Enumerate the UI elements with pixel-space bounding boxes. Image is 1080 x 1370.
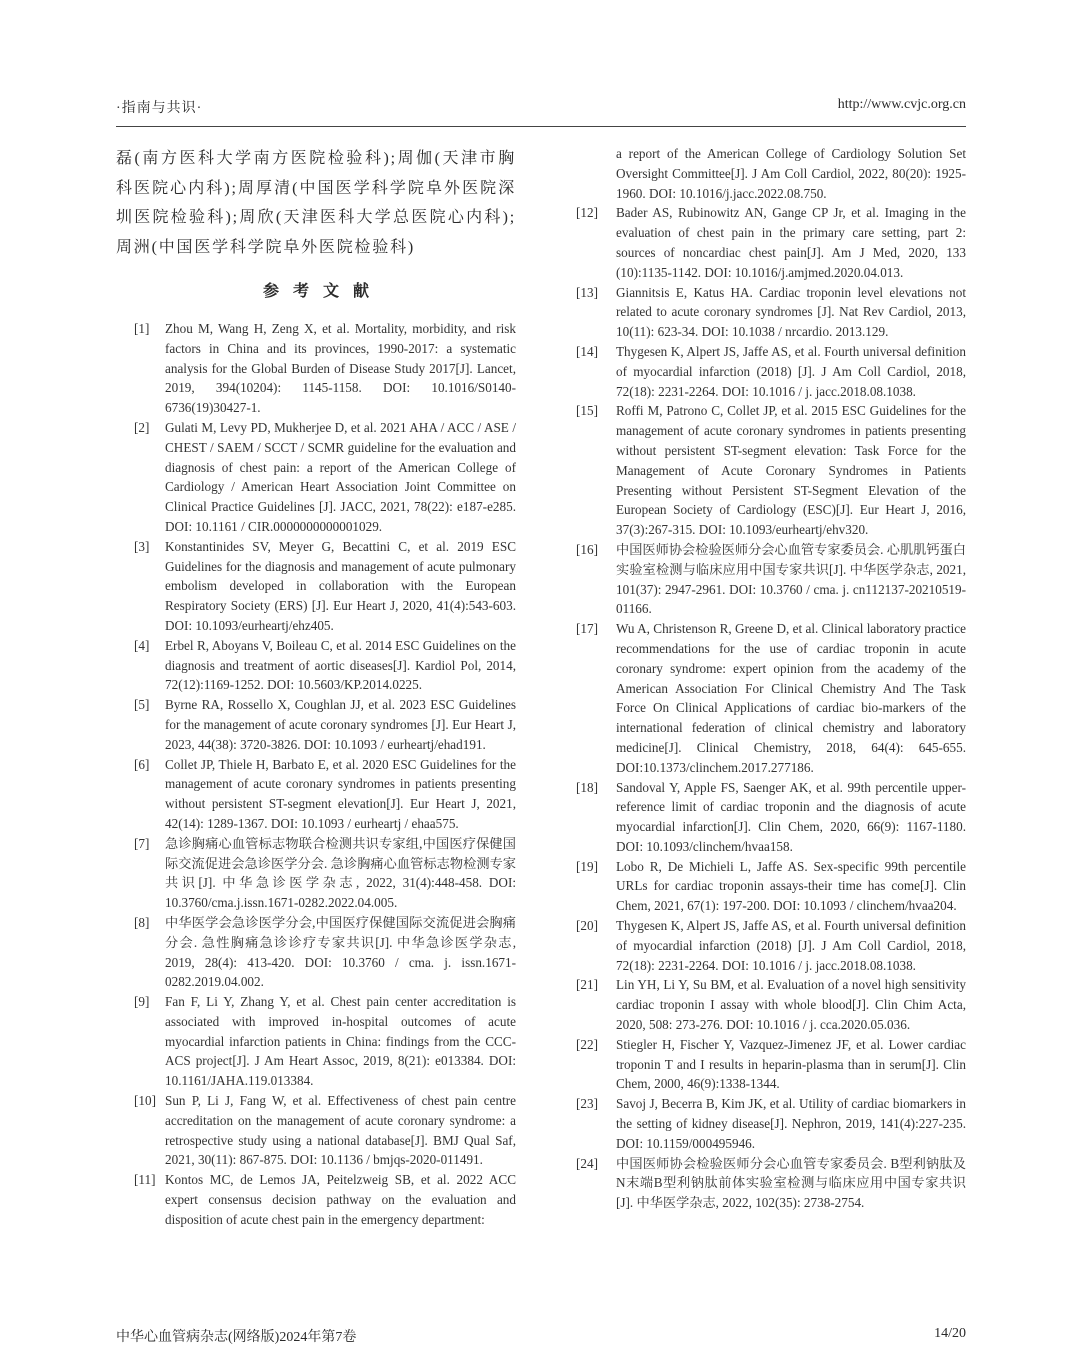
reference-item [576, 203, 966, 282]
reference-item [116, 319, 516, 418]
reference-number: [18] [576, 779, 598, 795]
reference-number: [16] [576, 541, 598, 557]
reference-number: [23] [576, 1096, 598, 1112]
reference-text: Thygesen K, Alpert JS, Jaffe AS, et al. Fourth universal definition of myocardial infarction (2018) [J]. J Am Coll Cardiol, 2018, 72(18): 2231-2264. DOI: 10.1016 / j. jacc.2018.08.1038. [616, 343, 966, 399]
acknowledgement-text: 磊(南方医科大学南方医院检验科);周伽(天津市胸科医院心内科);周厚清(中国医学科学院阜外医院深圳医院检验科);周欣(天津医科大学总医院心内科);周洲(中国医学科学院阜外医院检验科) [116, 150, 516, 256]
reference-item [116, 1091, 516, 1170]
reference-number: [5] [134, 697, 150, 713]
reference-number: [12] [576, 205, 598, 221]
references-heading: 参考文献 [262, 283, 383, 300]
reference-number: [22] [576, 1036, 598, 1052]
reference-text: Roffi M, Patrono C, Collet JP, et al. 2015 ESC Guidelines for the management of acute coronary syndromes in patients presenting without persistent ST-segment elevation: Task Force for the Management of Acute Coronary Syndromes in Patients Presenting without Persistent ST-Segment Elevation of the European Society of Cardiology (ESC)[J]. Eur Heart J, 2016, 37(3):267-315. DOI: 10.1093/eurheartj/ehv320. [616, 403, 966, 538]
reference-item [576, 144, 966, 203]
reference-text: Savoj J, Becerra B, Kim JK, et al. Utility of cardiac biomarkers in the setting of kidney disease[J]. Nephron, 2019, 141(4):227-235. DOI: 10.1159/000495946. [616, 1096, 966, 1151]
reference-text: Erbel R, Aboyans V, Boileau C, et al. 2014 ESC Guidelines on the diagnosis and treatment of aortic diseases[J]. Kardiol Pol, 2014, 72(12):1169-1252. DOI: 10.5603/KP.2014.0225. [165, 637, 516, 693]
left-column [116, 144, 516, 1230]
reference-text: Bader AS, Rubinowitz AN, Gange CP Jr, et al. Imaging in the evaluation of chest pain in the primary care setting, part 2: sources of noncardiac chest pain[J]. Am J Med, 2020, 133 (10):1135-1142. DOI: 10.1016/j.amjmed.2020.04.013. [616, 205, 966, 280]
reference-item [116, 695, 516, 754]
reference-number: [15] [576, 403, 598, 419]
reference-number: [10] [134, 1093, 156, 1109]
page-header [116, 97, 966, 123]
reference-item [576, 283, 966, 342]
reference-item [116, 834, 516, 913]
reference-item [116, 1170, 516, 1229]
header-rule [116, 126, 966, 127]
reference-item [576, 1094, 966, 1153]
reference-item [576, 619, 966, 777]
reference-text: Konstantinides SV, Meyer G, Becattini C, et al. 2019 ESC Guidelines for the diagnosis and management of acute pulmonary embolism developed in collaboration with the European Respiratory Society (ERS) [J]. Eur Heart J, 2020, 41(4):543-603. DOI: 10.1093/eurheartj/ehz405. [165, 538, 516, 633]
reference-number: [9] [134, 994, 150, 1010]
reference-number: [14] [576, 343, 598, 359]
reference-number: [6] [134, 756, 150, 772]
reference-number: [4] [134, 637, 150, 653]
reference-text: Thygesen K, Alpert JS, Jaffe AS, et al. Fourth universal definition of myocardial infarction (2018) [J]. J Am Coll Cardiol, 2018, 72(18): 2231-2264. DOI: 10.1016 / j. jacc.2018.08.1038. [616, 918, 966, 973]
reference-number: [7] [134, 835, 150, 851]
reference-text: Lobo R, De Michieli L, Jaffe AS. Sex-specific 99th percentile URLs for cardiac troponin assays-their time has come[J]. Clin Chem, 2021, 67(1): 197-200. DOI: 10.1093 / clinchem/hvaa204. [616, 858, 966, 914]
references-list-left [116, 319, 516, 1230]
reference-item [116, 636, 516, 695]
reference-number: [3] [134, 538, 150, 554]
reference-item [116, 913, 516, 992]
reference-item [116, 418, 516, 537]
reference-item [576, 975, 966, 1034]
reference-number: [24] [576, 1155, 598, 1171]
reference-item [576, 401, 966, 540]
reference-number: [20] [576, 918, 598, 934]
reference-number: [11] [134, 1172, 156, 1188]
reference-number: [13] [576, 284, 598, 300]
reference-item [576, 916, 966, 975]
reference-text: a report of the American College of Cardiology Solution Set Oversight Committee[J]. J Am Coll Cardiol, 2022, 80(20): 1925-1960. DOI: 10.1016/j.jacc.2022.08.750. [616, 146, 966, 201]
reference-text: 中国医师协会检验医师分会心血管专家委员会. 心肌肌钙蛋白实验室检测与临床应用中国专家共识[J]. 中华医学杂志, 2021, 101(37): 2947-2961. DOI: 10.3760 / cma. j. cn112137-20210519-01166. [616, 541, 966, 617]
journal-url[interactable]: http://www.cvjc.org.cn [837, 97, 966, 112]
reference-item [576, 857, 966, 916]
right-column [576, 144, 966, 1213]
reference-text: Gulati M, Levy PD, Mukherjee D, et al. 2021 AHA / ACC / ASE / CHEST / SAEM / SCCT / SCMR guideline for the evaluation and diagnosis of chest pain: a report of the American College of Cardiology / American Heart Association Joint Committee on Clinical Practice Guidelines [J]. JACC, 2021, 78(22): e187-e285. DOI: 10.1161 / CIR.0000000000001029. [165, 419, 516, 534]
reference-text: Byrne RA, Rossello X, Coughlan JJ, et al. 2023 ESC Guidelines for the management of acute coronary syndromes [J]. Eur Heart J, 2023, 44(38): 3720-3826. DOI: 10.1093 / eurheartj/ehad191. [165, 697, 516, 752]
reference-number: [8] [134, 914, 150, 930]
reference-item [116, 992, 516, 1091]
reference-text: Wu A, Christenson R, Greene D, et al. Clinical laboratory practice recommendations for the use of cardiac troponin in acute coronary syndrome: expert opinion from the academy of the American Association For Clinical Chemistry And The Task Force On Clinical Applications of cardiac bio-markers of the international federation of clinical chemistry and laboratory medicine[J]. Clinical Chemistry, 2018, 64(4): 645-655. DOI:10.1373/clinchem.2017.277186. [616, 621, 966, 775]
reference-text: 中华医学会急诊医学分会,中国医疗保健国际交流促进会胸痛分会. 急性胸痛急诊诊疗专家共识[J]. 中华急诊医学杂志, 2019, 28(4): 413-420. DOI: 10.3760 / cma. j. issn.1671-0282.2019.04.002. [165, 914, 516, 990]
reference-item [576, 342, 966, 401]
reference-text: 急诊胸痛心血管标志物联合检测共识专家组,中国医疗保健国际交流促进会急诊医学分会. 急诊胸痛心血管标志物检测专家共识[J]. 中华急诊医学杂志, 2022, 31(4):448-458. DOI: 10.3760/cma.j.issn.1671-0282.2022.04.005. [165, 835, 516, 911]
reference-number: [21] [576, 977, 598, 993]
reference-text: Sandoval Y, Apple FS, Saenger AK, et al. 99th percentile upper-reference limit of cardiac troponin and the diagnosis of acute myocardial infarction[J]. Clin Chem, 2020, 66(9): 1167-1180. DOI: 10.1093/clinchem/hvaa158. [616, 779, 966, 854]
section-label: ·指南与共识· [116, 101, 203, 116]
reference-text: Lin YH, Li Y, Su BM, et al. Evaluation of a novel high sensitivity cardiac troponin I assay with whole blood[J]. Clin Chim Acta, 2020, 508: 273-276. DOI: 10.1016 / j. cca.2020.05.036. [616, 977, 966, 1033]
reference-item [576, 1154, 966, 1213]
reference-text: Fan F, Li Y, Zhang Y, et al. Chest pain center accreditation is associated with improved in-hospital outcomes of acute myocardial infarction patients in China: findings from the CCC-ACS project[J]. J Am Heart Assoc, 2019, 8(21): e013384. DOI: 10.1161/JAHA.119.013384. [165, 994, 516, 1089]
reference-item [116, 537, 516, 636]
reference-text: Collet JP, Thiele H, Barbato E, et al. 2020 ESC Guidelines for the management of acute coronary syndromes in patients presenting without persistent ST-segment elevation[J]. Eur Heart J, 2021, 42(14): 1289-1367. DOI: 10.1093 / eurheartj / ehaa575. [165, 756, 516, 831]
reference-number: [2] [134, 419, 150, 435]
reference-number: [17] [576, 621, 598, 637]
reference-text: Stiegler H, Fischer Y, Vazquez-Jimenez JF, et al. Lower cardiac troponin T and I results in heparin-plasma than in serum[J]. Clin Chem, 2000, 46(9):1338-1344. [616, 1036, 966, 1092]
reference-item [576, 1035, 966, 1094]
reference-item [576, 778, 966, 857]
reference-text: 中国医师协会检验医师分会心血管专家委员会. B型利钠肽及N末端B型利钠肽前体实验室检测与临床应用中国专家共识[J]. 中华医学杂志, 2022, 102(35): 2738-2754. [616, 1155, 966, 1211]
footer-journal: 中华心血管病杂志(网络版)2024年第7卷 [116, 1330, 357, 1345]
page-footer [116, 1326, 966, 1346]
references-list-right [576, 144, 966, 1213]
reference-text: Sun P, Li J, Fang W, et al. Effectiveness of chest pain centre accreditation on the management of acute coronary syndrome: a retrospective study using a national database[J]. BMJ Qual Saf, 2021, 30(11): 867-875. DOI: 10.1136 / bmjqs-2020-011491. [165, 1093, 516, 1168]
page-number: 14/20 [934, 1326, 966, 1341]
reference-item [116, 755, 516, 834]
reference-text: Zhou M, Wang H, Zeng X, et al. Mortality, morbidity, and risk factors in China and its provinces, 1990-2017: a systematic analysis for the Global Burden of Disease Study 2017[J]. Lancet, 2019, 394(10204): 1145-1158. DOI: 10.1016/S0140-6736(19)30427-1. [165, 321, 516, 416]
reference-text: Giannitsis E, Katus HA. Cardiac troponin level elevations not related to acute coronary syndromes [J]. Nat Rev Cardiol, 2013, 10(11): 623-34. DOI: 10.1038 / nrcardio. 2013.129. [616, 284, 966, 340]
reference-number: [19] [576, 858, 598, 874]
reference-item [576, 540, 966, 619]
reference-number: [1] [134, 321, 150, 336]
reference-text: Kontos MC, de Lemos JA, Peitelzweig SB, et al. 2022 ACC expert consensus decision pathway on the evaluation and disposition of acute chest pain in the emergency department: [165, 1172, 516, 1227]
